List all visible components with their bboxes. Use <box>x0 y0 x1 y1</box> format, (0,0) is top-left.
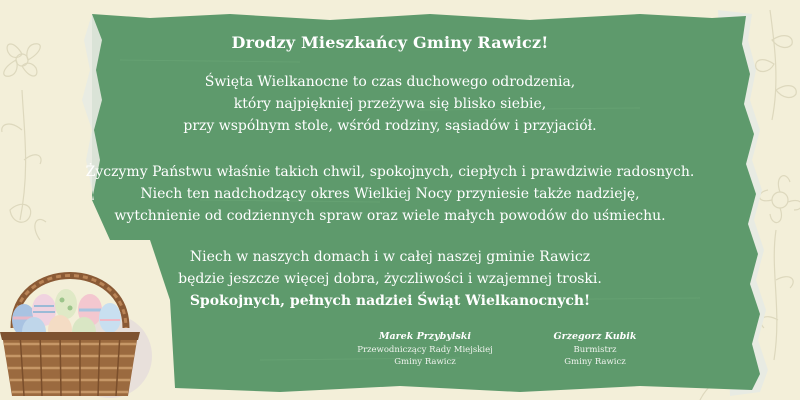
signature-name: Marek Przybylski <box>379 331 471 342</box>
signature-chairman <box>330 330 520 368</box>
signature-name: Grzegorz Kubik <box>553 331 637 342</box>
easter-basket-icon <box>0 248 170 400</box>
greeting-title: Drodzy Mieszkańcy Gminy Rawicz! <box>231 33 549 52</box>
signature-role: Gminy Rawicz <box>564 357 626 367</box>
text-line: Życzymy Państwu właśnie takich chwil, spokojnych, ciepłych i prawdziwie radosnych. <box>85 164 695 180</box>
paragraph-1 <box>60 71 720 137</box>
signature-role: Przewodniczący Rady Miejskiej <box>357 345 493 355</box>
text-line: będzie jeszcze więcej dobra, życzliwości i wzajemnej troski. <box>178 271 602 287</box>
text-line: przy wspólnym stole, wśród rodziny, sąsiadów i przyjaciół. <box>183 118 597 134</box>
signature-role: Gminy Rawicz <box>394 357 456 367</box>
text-line: wytchnienie od codziennych spraw oraz wiele małych powodów do uśmiechu. <box>114 208 666 224</box>
text-line: Niech w naszych domach i w całej naszej gminie Rawicz <box>189 249 591 265</box>
closing-wish: Spokojnych, pełnych nadziei Świąt Wielkanocnych! <box>189 293 591 309</box>
signature-mayor <box>520 330 670 368</box>
text-line: Niech ten nadchodzący okres Wielkiej Nocy przyniesie także nadzieję, <box>140 186 640 202</box>
signature-role: Burmistrz <box>573 345 617 355</box>
text-line: Święta Wielkanocne to czas duchowego odrodzenia, <box>204 74 576 90</box>
paragraph-2 <box>60 161 720 227</box>
text-line: który najpiękniej przeżywa się blisko siebie, <box>233 96 547 112</box>
